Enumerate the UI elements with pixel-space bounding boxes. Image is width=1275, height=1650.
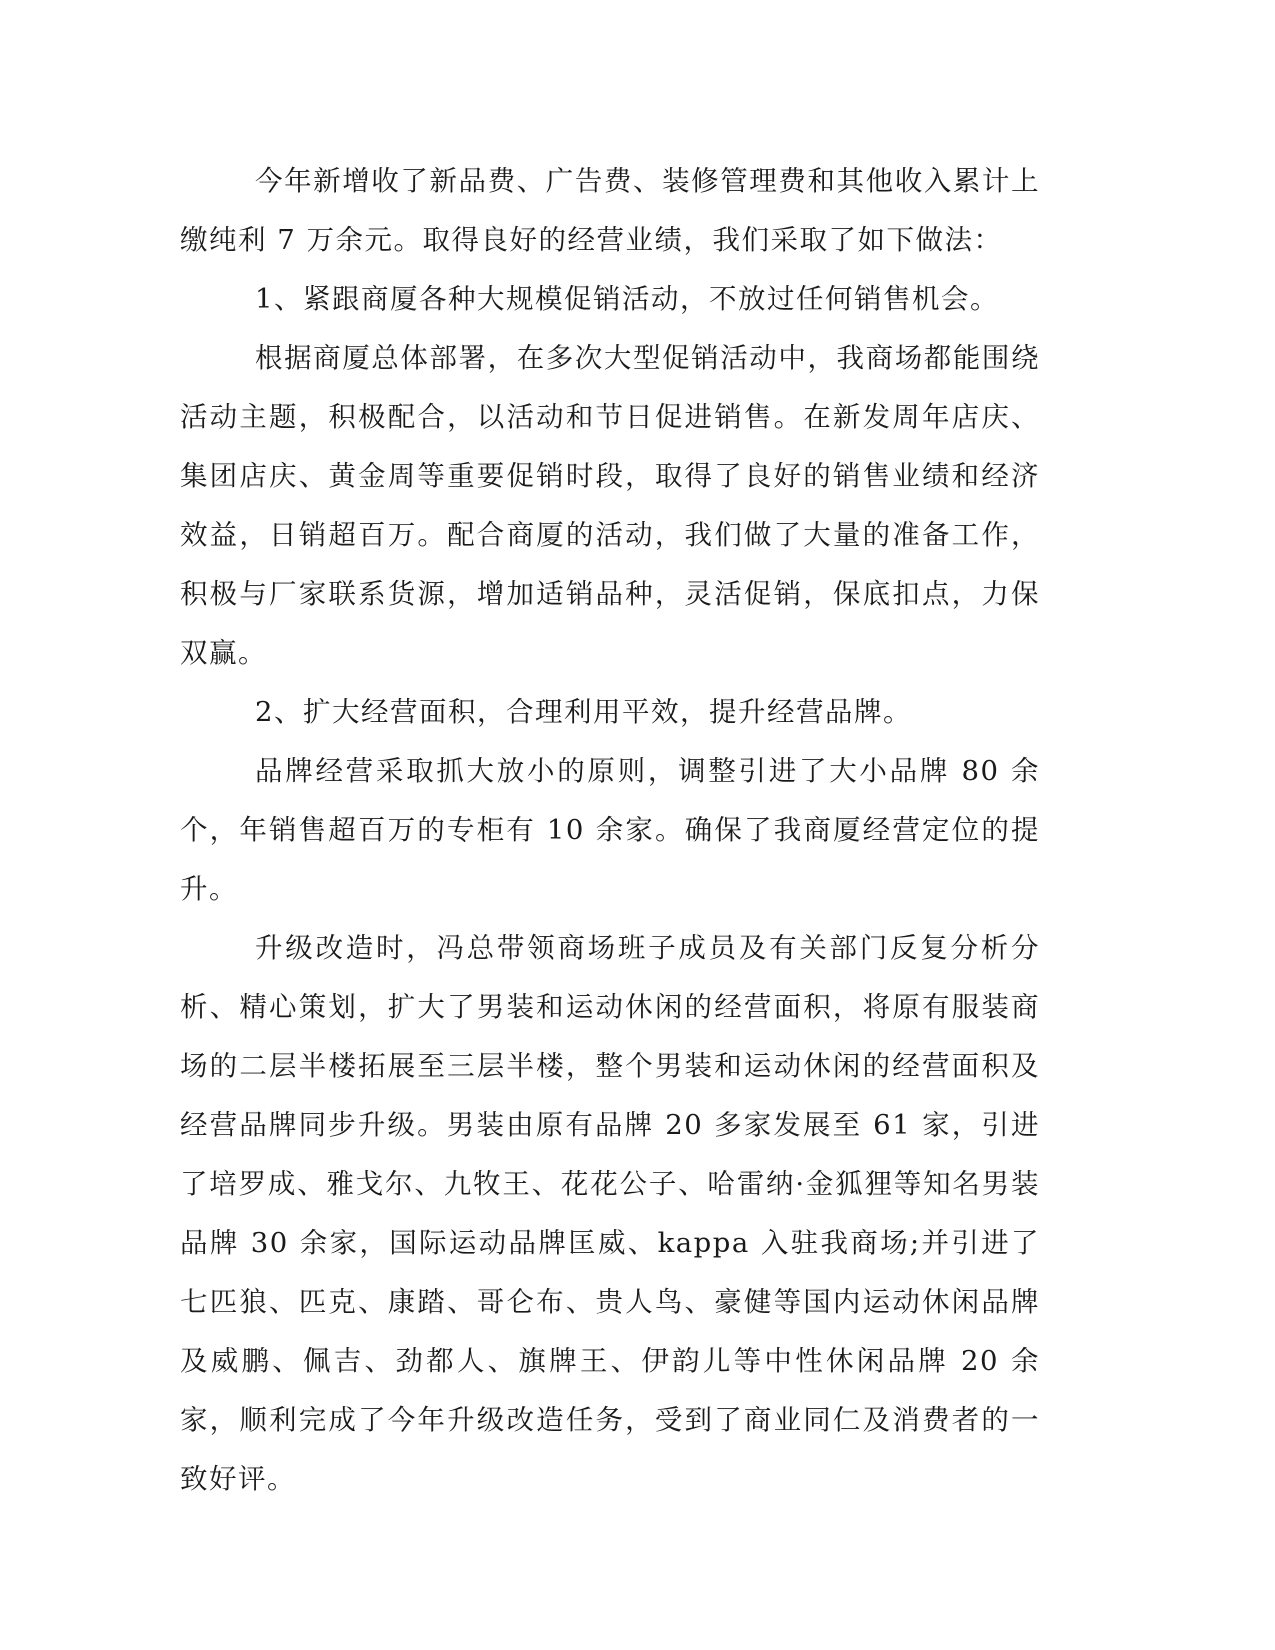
- paragraph-promotion-details: 根据商厦总体部署，在多次大型促销活动中，我商场都能围绕活动主题，积极配合，以活动和节日促进销售。在新发周年店庆、集团店庆、黄金周等重要促销时段，取得了良好的销售业绩和经济效益，日销超百万。配合商厦的活动，我们做了大量的准备工作，积极与厂家联系货源，增加适销品种，灵活促销，保底扣点，力保双赢。: [180, 342, 1040, 669]
- paragraph-brand-strategy: 品牌经营采取抓大放小的原则，调整引进了大小品牌 80 余个，年销售超百万的专柜有 10 余家。确保了我商厦经营定位的提升。: [180, 755, 1040, 905]
- paragraph-income-summary: 今年新增收了新品费、广告费、装修管理费和其他收入累计上缴纯利 7 万余元。取得良好的经营业绩，我们采取了如下做法：: [180, 165, 1040, 256]
- paragraph-upgrade-details: 升级改造时，冯总带领商场班子成员及有关部门反复分析分析、精心策划，扩大了男装和运动休闲的经营面积，将原有服装商场的二层半楼拓展至三层半楼，整个男装和运动休闲的经营面积及经营品牌同步升级。男装由原有品牌 20 多家发展至 61 家，引进了培罗成、雅戈尔、九牧王、花花公子、哈雷纳·金狐狸等知名男装品牌 30 余家，国际运动品牌匡威、kappa 入驻我商场;并引进了七匹狼、匹克、康踏、哥仑布、贵人鸟、豪健等国内运动休闲品牌及威鹏、佩吉、劲都人、旗牌王、伊韵儿等中性休闲品牌 20 余家，顺利完成了今年升级改造任务，受到了商业同仁及消费者的一致好评。: [180, 932, 1040, 1495]
- document-body: [180, 152, 1040, 1509]
- paragraph-point-2-heading: 2、扩大经营面积，合理利用平效，提升经营品牌。: [255, 696, 912, 728]
- paragraph-point-1-heading: 1、紧跟商厦各种大规模促销活动，不放过任何销售机会。: [255, 283, 999, 315]
